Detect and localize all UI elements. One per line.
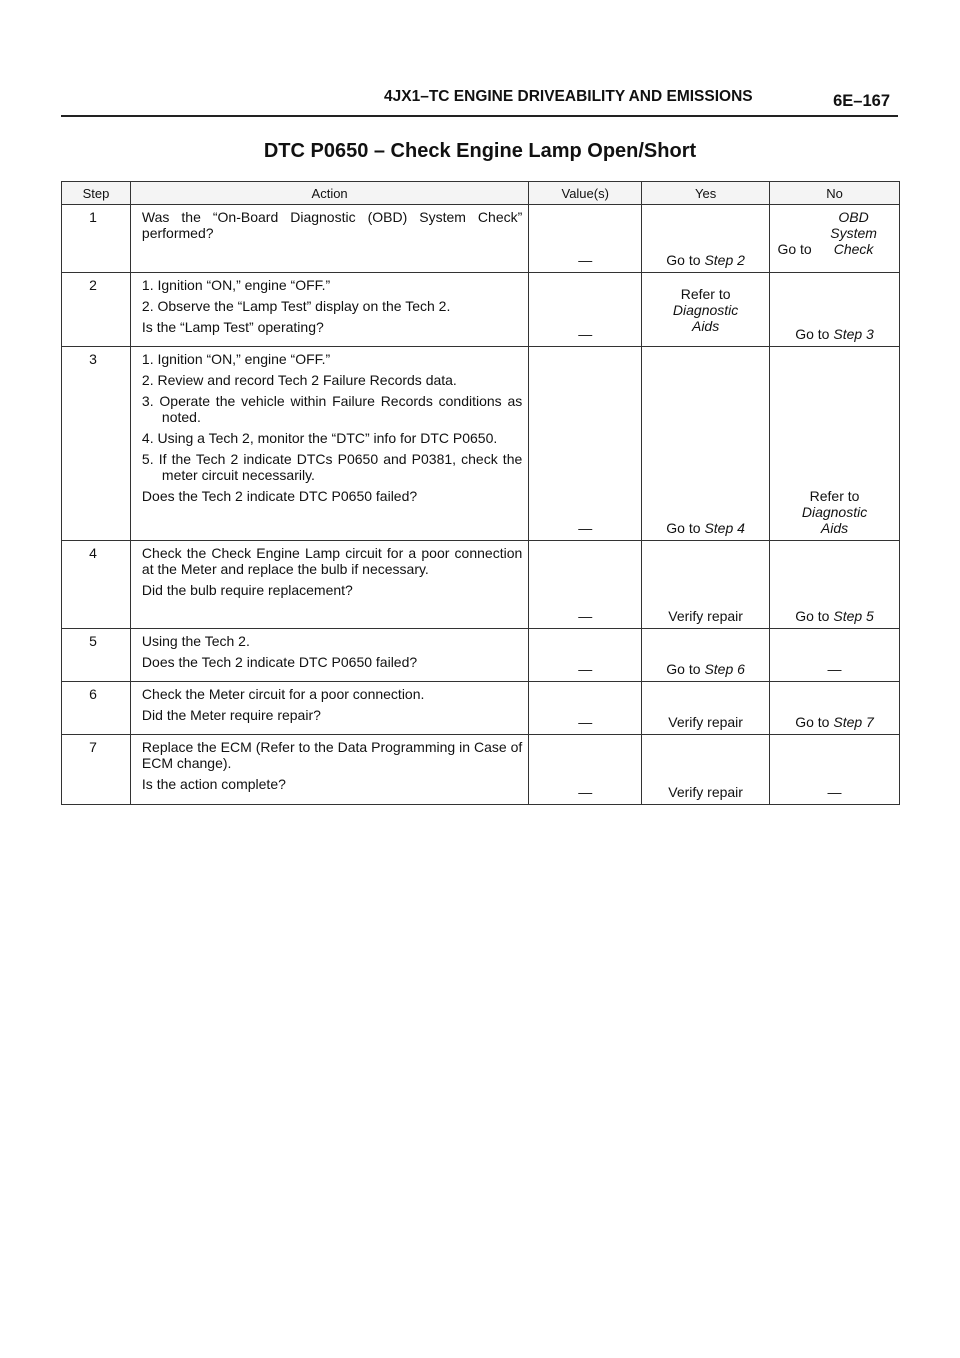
col-action-header: Action xyxy=(130,182,528,205)
diagnostic-table xyxy=(61,181,900,805)
action-question: Is the action complete? xyxy=(141,776,286,792)
no-text: Go to xyxy=(795,714,834,730)
yes-cell xyxy=(642,629,770,682)
page-number: 6E–167 xyxy=(833,92,890,110)
no-cell xyxy=(770,347,900,541)
table-row xyxy=(62,205,900,273)
table-row xyxy=(62,541,900,629)
col-values-header: Value(s) xyxy=(529,182,642,205)
yes-cell: Verify repair xyxy=(642,682,770,735)
table-row xyxy=(62,735,900,805)
value-cell: — xyxy=(529,347,642,541)
action-question: Does the Tech 2 indicate DTC P0650 failed? xyxy=(141,488,418,504)
action-item: 1. Ignition “ON,” engine “OFF.” xyxy=(141,277,331,293)
step-number: 7 xyxy=(62,735,131,805)
yes-text: Go to xyxy=(666,520,705,536)
step-number: 1 xyxy=(62,205,131,273)
step-number: 3 xyxy=(62,347,131,541)
no-cell xyxy=(770,273,900,347)
value-cell: — xyxy=(529,541,642,629)
table-header-row xyxy=(62,182,900,205)
col-no-header: No xyxy=(770,182,900,205)
action-question: Is the “Lamp Test” operating? xyxy=(141,319,324,335)
yes-ref: Step 4 xyxy=(704,520,745,536)
yes-text: Go to xyxy=(666,252,705,268)
no-ref: Step 3 xyxy=(833,326,874,342)
yes-cell: Verify repair xyxy=(642,541,770,629)
yes-cell xyxy=(642,273,770,347)
table-row xyxy=(62,682,900,735)
no-text: Go to xyxy=(795,608,834,624)
action-item: 1. Ignition “ON,” engine “OFF.” xyxy=(141,351,331,367)
action-text: Check the Meter circuit for a poor connection. xyxy=(141,686,425,702)
table-row xyxy=(62,347,900,541)
value-cell: — xyxy=(529,629,642,682)
no-ref: Step 7 xyxy=(833,714,874,730)
no-text: Go to xyxy=(795,326,834,342)
yes-cell xyxy=(642,205,770,273)
yes-ref: Step 2 xyxy=(704,252,745,268)
action-cell xyxy=(130,541,528,629)
yes-ref: Step 6 xyxy=(704,661,745,677)
section-header: 4JX1–TC ENGINE DRIVEABILITY AND EMISSIONS xyxy=(384,88,753,105)
value-cell: — xyxy=(529,205,642,273)
action-question: Did the Meter require repair? xyxy=(141,707,321,723)
no-ref: Diagnostic Aids xyxy=(801,504,868,536)
yes-cell: Verify repair xyxy=(642,735,770,805)
step-number: 2 xyxy=(62,273,131,347)
action-item: 3. Operate the vehicle within Failure Records conditions as noted. xyxy=(141,393,523,425)
no-cell: — xyxy=(770,735,900,805)
action-cell xyxy=(130,682,528,735)
no-cell: — xyxy=(770,629,900,682)
step-number: 6 xyxy=(62,682,131,735)
action-cell xyxy=(130,347,528,541)
yes-text: Go to xyxy=(666,661,705,677)
no-text: Refer to xyxy=(809,488,860,504)
table-row xyxy=(62,629,900,682)
no-ref: Step 5 xyxy=(833,608,874,624)
col-step-header: Step xyxy=(62,182,131,205)
value-cell: — xyxy=(529,273,642,347)
action-item: 4. Using a Tech 2, monitor the “DTC” info for DTC P0650. xyxy=(141,430,498,446)
action-item: 5. If the Tech 2 indicate DTCs P0650 and P0381, check the meter circuit necessarily. xyxy=(141,451,523,483)
action-text: Check the Check Engine Lamp circuit for a poor connection at the Meter and replace the bulb if necessary. xyxy=(141,545,523,577)
yes-cell xyxy=(642,347,770,541)
action-cell xyxy=(130,629,528,682)
yes-text: Refer to xyxy=(680,285,731,302)
action-item: 2. Observe the “Lamp Test” display on the Tech 2. xyxy=(141,298,451,314)
action-text: Using the Tech 2. xyxy=(141,633,250,649)
no-text: Go to xyxy=(777,241,816,257)
page-title: DTC P0650 – Check Engine Lamp Open/Short xyxy=(263,140,697,162)
action-cell xyxy=(130,273,528,347)
action-question: Did the bulb require replacement? xyxy=(141,582,353,598)
action-item: 2. Review and record Tech 2 Failure Records data. xyxy=(141,372,457,388)
yes-ref: Diagnostic Aids xyxy=(672,301,739,334)
no-ref: OBD System Check xyxy=(830,209,877,257)
action-question: Does the Tech 2 indicate DTC P0650 failed? xyxy=(141,654,418,670)
header-rule xyxy=(61,115,898,117)
no-cell xyxy=(770,205,900,273)
action-text: Replace the ECM (Refer to the Data Programming in Case of ECM change). xyxy=(141,739,523,771)
value-cell: — xyxy=(529,682,642,735)
step-number: 5 xyxy=(62,629,131,682)
no-cell xyxy=(770,541,900,629)
step-number: 4 xyxy=(62,541,131,629)
action-cell xyxy=(130,205,528,273)
action-text: Was the “On-Board Diagnostic (OBD) System Check” performed? xyxy=(141,209,523,241)
action-cell xyxy=(130,735,528,805)
value-cell: — xyxy=(529,735,642,805)
col-yes-header: Yes xyxy=(642,182,770,205)
no-cell xyxy=(770,682,900,735)
table-row xyxy=(62,273,900,347)
